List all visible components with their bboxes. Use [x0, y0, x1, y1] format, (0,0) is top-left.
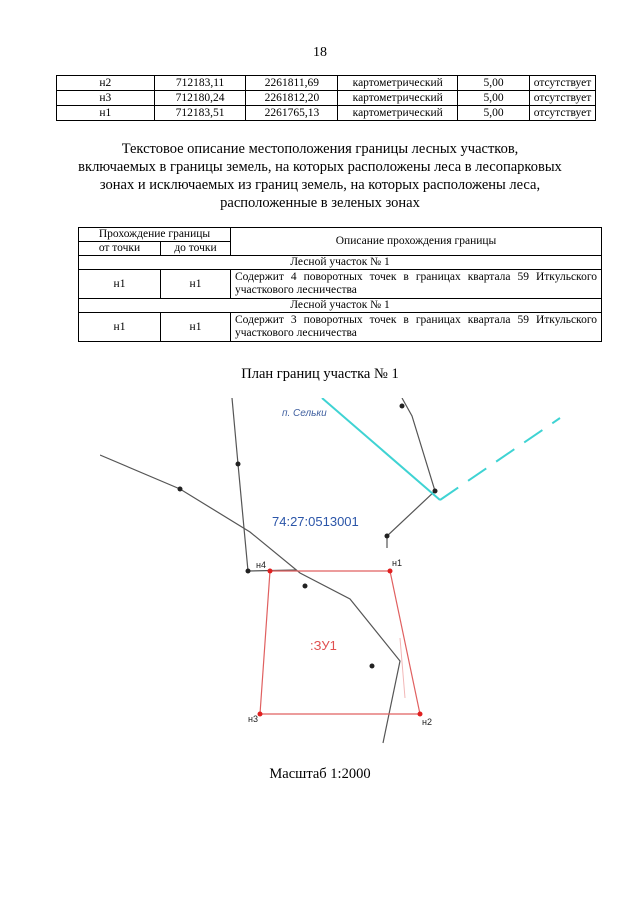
heading-line: расположенные в зеленых зонах: [220, 195, 420, 211]
point-n4: [268, 569, 273, 574]
vertex-dot: [370, 664, 375, 669]
boundary-description: Содержит 3 поворотных точек в границах квартала 59 Иткульского участкового лесничества: [231, 313, 602, 342]
coords-cell-note: отсутствует: [529, 91, 595, 106]
boundary-plan-map: [100, 398, 570, 748]
coords-cell-accuracy: 5,00: [458, 106, 530, 121]
heading-line: Текстовое описание местоположения границы лесных участков,: [121, 141, 519, 157]
coords-cell-note: отсутствует: [529, 106, 595, 121]
coords-cell-y: 2261812,20: [246, 91, 338, 106]
coords-cell-note: отсутствует: [529, 76, 595, 91]
coords-cell-method: картометрический: [338, 76, 458, 91]
coords-cell-x: 712183,11: [154, 76, 246, 91]
coords-cell-point: н1: [57, 106, 155, 121]
coords-cell-point: н3: [57, 91, 155, 106]
zone-line-dashed: [440, 418, 560, 500]
vertex-dot: [246, 569, 251, 574]
point-label-n2: н2: [422, 717, 432, 727]
point-n3: [258, 712, 263, 717]
coords-cell-y: 2261811,69: [246, 76, 338, 91]
settlement-label: п. Сельки: [282, 408, 327, 419]
from-point: н1: [79, 270, 161, 299]
header-to-point: до точки: [161, 242, 231, 256]
parcel-edge-faint: [400, 638, 405, 698]
boundary-description-table: [78, 227, 602, 342]
point-n1: [388, 569, 393, 574]
point-label-n4: н4: [256, 560, 266, 570]
header-from-point: от точки: [79, 242, 161, 256]
heading-line: включаемых в границы земель, на которых расположены леса в лесопарковых: [78, 159, 562, 175]
scale-label: Масштаб 1:2000: [269, 766, 371, 782]
coords-row: [57, 106, 596, 121]
vertex-dot: [236, 462, 241, 467]
header-description: Описание прохождения границы: [231, 228, 602, 256]
coords-cell-accuracy: 5,00: [458, 91, 530, 106]
vertex-dot: [178, 487, 183, 492]
vertex-dot: [433, 489, 438, 494]
section-title: Лесной участок № 1: [79, 299, 602, 313]
cadastral-label: 74:27:0513001: [272, 514, 359, 529]
road-vertices: [178, 404, 438, 669]
point-label-n1: н1: [392, 558, 402, 568]
point-label-n3: н3: [248, 714, 258, 724]
road-line: [387, 398, 435, 548]
section-title: Лесной участок № 1: [79, 256, 602, 270]
road-line: [100, 455, 400, 743]
zone-boundary: [322, 398, 560, 500]
header-boundary-group: Прохождение границы: [79, 228, 231, 242]
from-point: н1: [79, 313, 161, 342]
vertex-dot: [385, 534, 390, 539]
coords-cell-x: 712180,24: [154, 91, 246, 106]
page-number: 18: [313, 45, 327, 60]
boundary-description: Содержит 4 поворотных точек в границах квартала 59 Иткульского участкового лесничества: [231, 270, 602, 299]
plan-title: План границ участка № 1: [241, 366, 399, 382]
heading-line: зонах и исключаемых из границ земель, на которых расположены леса,: [99, 177, 541, 193]
section-heading: [40, 140, 600, 212]
parcel-label: :ЗУ1: [310, 638, 337, 653]
coords-row: [57, 76, 596, 91]
parcel-points: [258, 569, 423, 717]
coords-cell-method: картометрический: [338, 106, 458, 121]
vertex-dot: [400, 404, 405, 409]
to-point: н1: [161, 270, 231, 299]
to-point: н1: [161, 313, 231, 342]
coords-cell-x: 712183,51: [154, 106, 246, 121]
coords-cell-y: 2261765,13: [246, 106, 338, 121]
coords-cell-accuracy: 5,00: [458, 76, 530, 91]
point-n2: [418, 712, 423, 717]
road-line: [232, 398, 296, 571]
coordinates-table: [56, 75, 596, 121]
vertex-dot: [303, 584, 308, 589]
coords-row: [57, 91, 596, 106]
coords-cell-method: картометрический: [338, 91, 458, 106]
parcel-boundary: [260, 571, 420, 714]
coords-cell-point: н2: [57, 76, 155, 91]
